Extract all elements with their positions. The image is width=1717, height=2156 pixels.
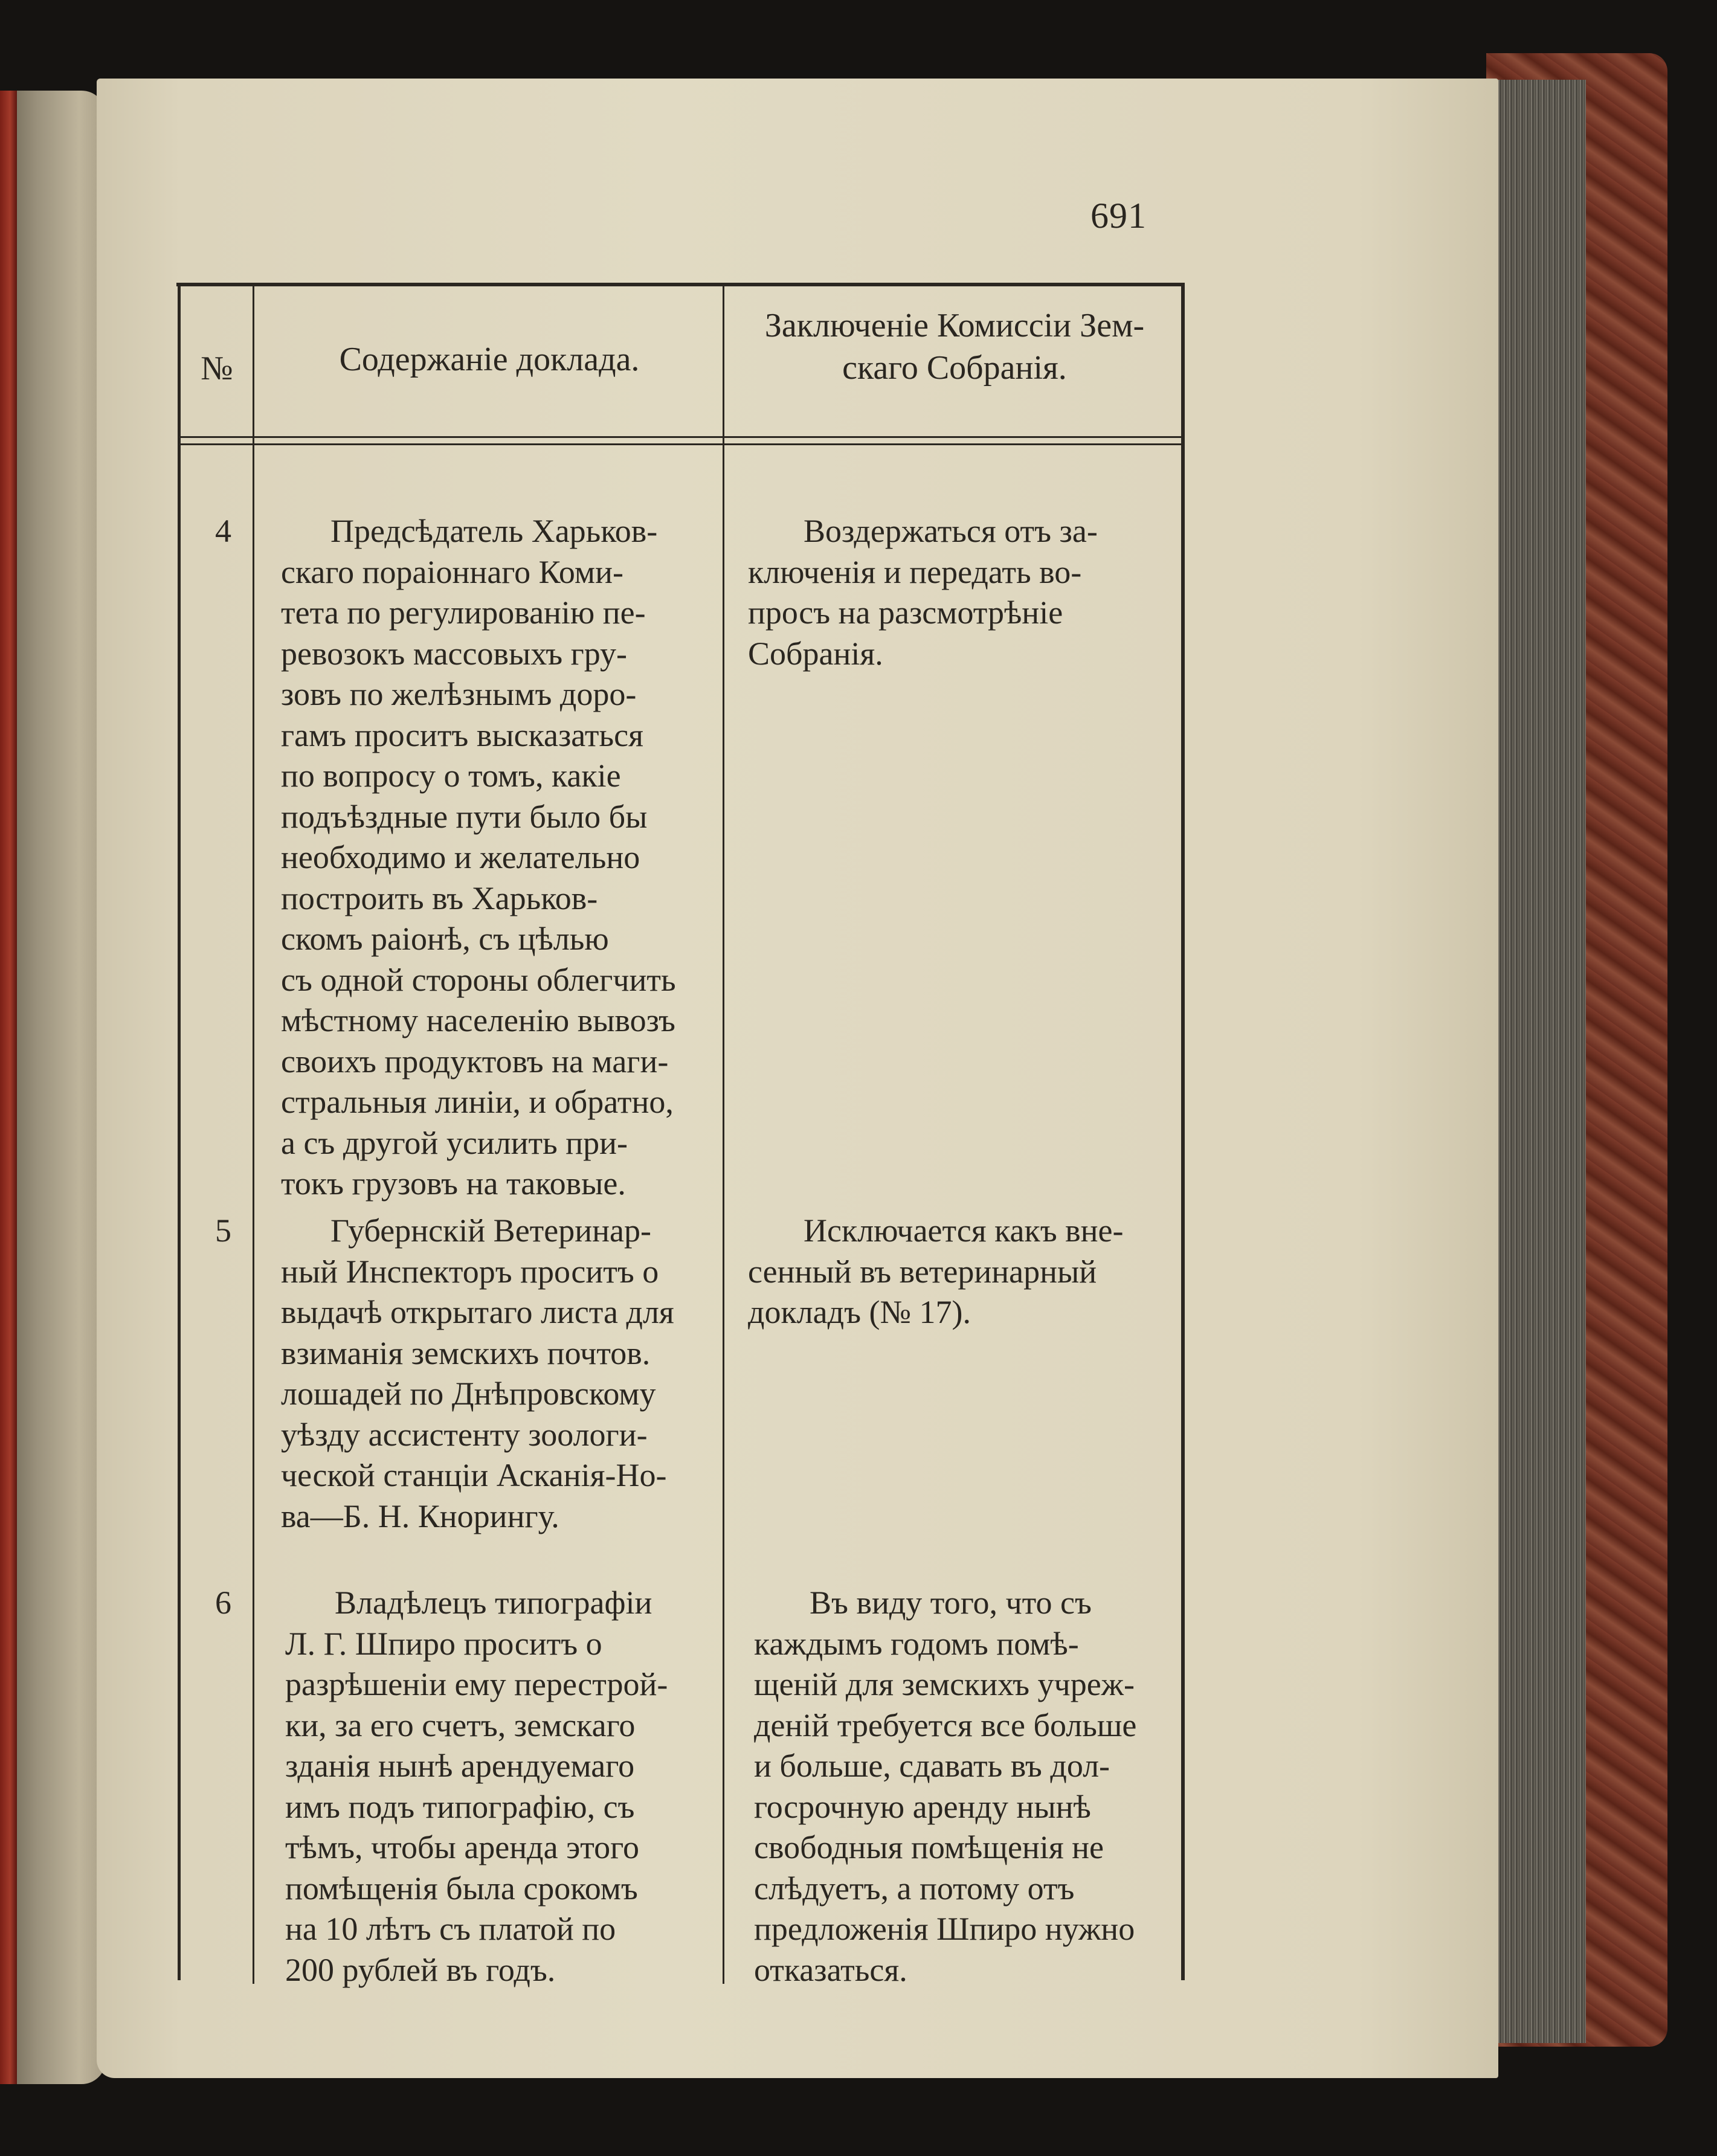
left-book-cover [0, 91, 17, 2084]
conclusion-line: слѣдуетъ, а потому отъ [754, 1870, 1075, 1907]
content-line: токъ грузовъ на таковые. [281, 1165, 626, 1202]
content-line: ревозокъ массовыхъ гру- [281, 635, 628, 672]
content-line: выдачѣ открытаго листа для [281, 1294, 674, 1330]
row-number: 4 [215, 513, 231, 549]
content-line: гамъ проситъ высказаться [281, 716, 643, 753]
conclusion-line: деній требуется все больше [754, 1707, 1137, 1743]
conclusion-line: каждымъ годомъ помѣ- [754, 1625, 1079, 1662]
conclusion-line: и больше, сдавать въ дол- [754, 1748, 1110, 1784]
content-line: построить въ Харьков- [281, 880, 598, 916]
content-line: скомъ раіонѣ, съ цѣлью [281, 921, 609, 957]
row-content [281, 1211, 713, 1537]
conclusion-line: Въ виду того, что съ [810, 1585, 1092, 1621]
conclusion-line: Исключается какъ вне- [804, 1212, 1124, 1249]
content-line: взиманія земскихъ почтов. [281, 1334, 651, 1371]
content-line: скаго пораіоннаго Коми- [281, 553, 623, 590]
content-line: зовъ по желѣзнымъ доро- [281, 676, 637, 712]
content-line: своихъ продуктовъ на маги- [281, 1043, 669, 1080]
content-line: ва—Б. Н. Кнорингу. [281, 1498, 559, 1534]
content-line: Л. Г. Шпиро проситъ о [285, 1625, 602, 1662]
conclusion-line: предложенія Шпиро нужно [754, 1911, 1135, 1947]
content-line: стральныя линіи, и обратно, [281, 1084, 674, 1120]
conclusion-line: Собранія. [748, 635, 883, 672]
content-line: Предсѣдатель Харьков- [330, 513, 658, 549]
content-line: ческой станціи Асканія-Но- [281, 1457, 667, 1493]
content-line: по вопросу о томъ, какіе [281, 758, 621, 794]
header-conclusion-column [728, 304, 1181, 389]
content-line: имъ подъ типографію, съ [285, 1788, 635, 1825]
content-line: лошадей по Днѣпровскому [281, 1376, 656, 1412]
content-line: подъѣздные пути было бы [281, 798, 648, 835]
header-number-column: № [201, 350, 233, 387]
conclusion-line: ключенія и передать во- [748, 553, 1082, 590]
content-line: 200 рублей въ годъ. [285, 1951, 556, 1988]
conclusion-line: сенный въ ветеринарный [748, 1253, 1097, 1290]
content-line: тѣмъ, чтобы аренда этого [285, 1829, 639, 1865]
conclusion-line: госрочную аренду нынѣ [754, 1788, 1091, 1825]
header-rule-2 [178, 443, 1185, 445]
content-line: а съ другой усилить при- [281, 1124, 628, 1161]
content-line: Губернскій Ветеринар- [330, 1212, 651, 1249]
content-line: ный Инспекторъ проситъ о [281, 1253, 659, 1290]
row-number: 6 [215, 1585, 231, 1621]
column-divider-2 [723, 286, 724, 1984]
content-line: Владѣлецъ типографіи [335, 1585, 652, 1621]
content-line: на 10 лѣтъ съ платой по [285, 1911, 616, 1947]
header-conclusion-line: Заключеніе Комиссіи Зем- [764, 307, 1145, 344]
content-line: необходимо и желательно [281, 839, 640, 875]
conclusion-line: просъ на разсмотрѣніе [748, 594, 1063, 631]
table-right-rule [1181, 283, 1185, 1980]
content-line: тета по регулированію пе- [281, 594, 646, 631]
conclusion-line: отказаться. [754, 1951, 907, 1988]
row-conclusion [748, 1211, 1177, 1333]
column-divider-1 [253, 286, 254, 1984]
header-rule-1 [178, 436, 1185, 438]
content-line: мѣстному населенію вывозъ [281, 1002, 675, 1038]
header-content-column: Содержаніе доклада. [339, 341, 640, 378]
content-line: ки, за его счетъ, земскаго [285, 1707, 636, 1743]
content-line: уѣзду ассистенту зоологи- [281, 1416, 648, 1453]
page-stack [1489, 80, 1586, 2043]
content-line: съ одной стороны облегчить [281, 961, 676, 998]
conclusion-line: докладъ (№ 17). [748, 1294, 971, 1330]
content-line: помѣщенія была срокомъ [285, 1870, 638, 1907]
page-number: 691 [1090, 196, 1147, 236]
table-left-rule [178, 283, 181, 1980]
row-number: 5 [215, 1212, 231, 1249]
row-content [281, 511, 713, 1205]
conclusion-line: Воздержаться отъ за- [804, 513, 1098, 549]
row-conclusion [748, 511, 1177, 674]
content-line: разрѣшеніи ему перестрой- [285, 1666, 668, 1702]
content-line: зданія нынѣ арендуемаго [285, 1748, 635, 1784]
conclusion-line: свободныя помѣщенія не [754, 1829, 1104, 1865]
table-top-rule [176, 283, 1184, 286]
header-conclusion-line: скаго Собранія. [842, 349, 1067, 387]
conclusion-line: щеній для земскихъ учреж- [754, 1666, 1135, 1702]
row-content [285, 1583, 717, 1990]
row-conclusion [754, 1583, 1177, 1990]
